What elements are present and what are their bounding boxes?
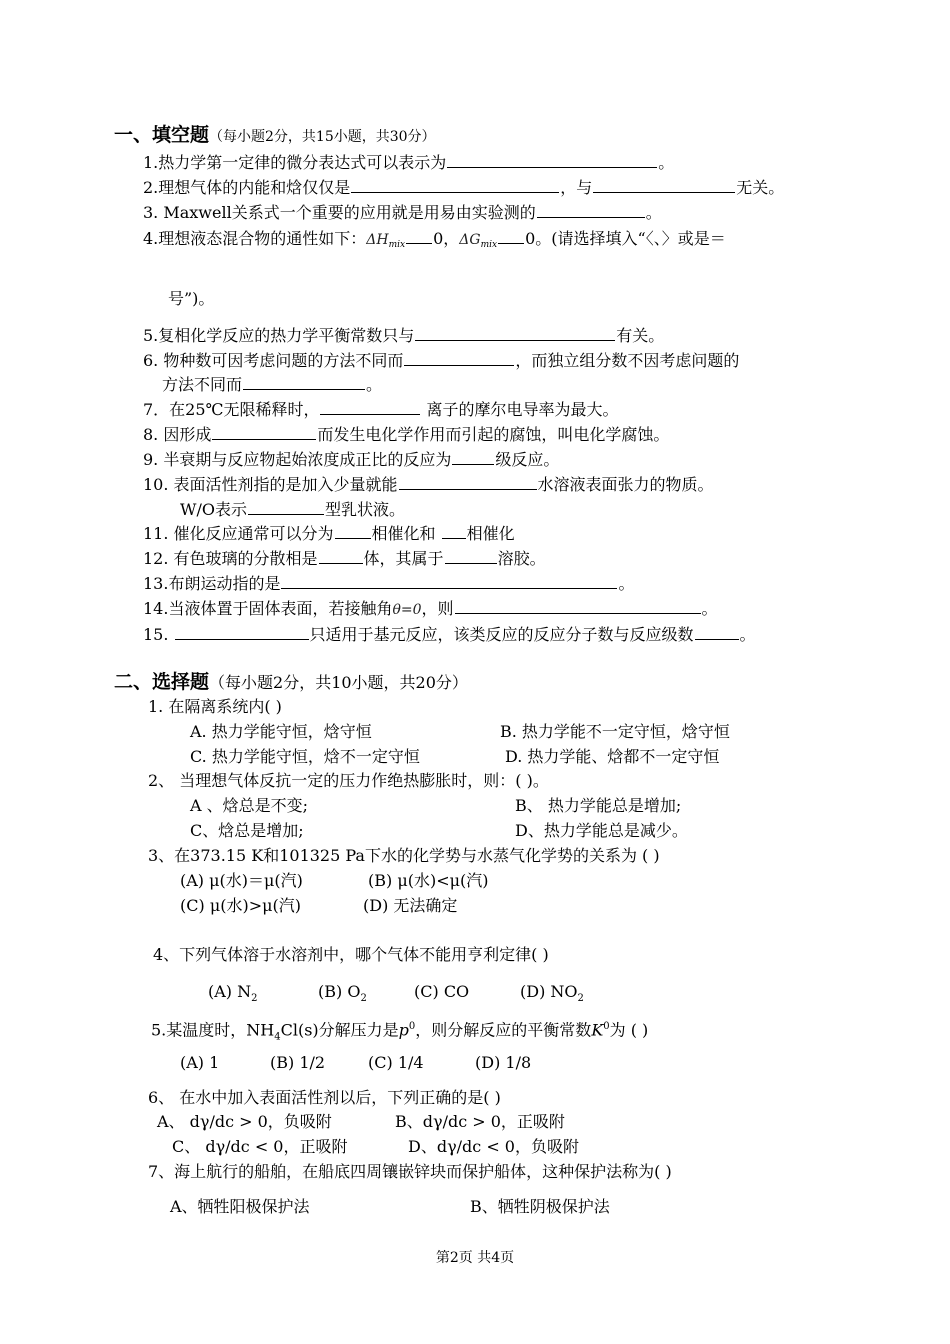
answer-blank[interactable] [593, 175, 735, 193]
option-d[interactable]: (D) 1/8 [475, 1053, 532, 1072]
option-a[interactable]: A、 dγ/dc > 0，负吸附 [157, 1112, 332, 1131]
section2-note: （每小题2分，共10小题，共20分） [209, 673, 468, 692]
question-2-4-stem: 4、下列气体溶于水溶剂中，哪个气体不能用亨利定律( ) [153, 945, 549, 964]
question-1-1: 1.热力学第一定律的微分表达式可以表示为 。 [143, 150, 674, 174]
answer-blank[interactable] [399, 472, 537, 490]
theta-symbol: θ=0 [392, 602, 422, 618]
question-1-9: 9. 半衰期与反应物起始浓度成正比的反应为 级反应。 [143, 447, 559, 471]
answer-blank[interactable] [281, 571, 617, 589]
option-b[interactable]: (B) $O_2$ [318, 982, 367, 1005]
answer-blank[interactable] [695, 622, 739, 640]
question-1-10-cont: W/O表示 型乳状液。 [180, 497, 405, 521]
option-a[interactable]: (A) $N_2$ [208, 982, 258, 1005]
option-b[interactable]: B、dγ/dc > 0，正吸附 [395, 1112, 565, 1131]
question-1-4-cont: 号”)。 [168, 289, 215, 308]
question-1-12: 12. 有色玻璃的分散相是 体，其属于 溶胶。 [143, 546, 546, 570]
answer-blank[interactable] [537, 200, 645, 218]
delta-g-symbol: ΔG [459, 232, 481, 248]
answer-blank[interactable] [452, 447, 494, 465]
question-1-15: 15. 只适用于基元反应，该类反应的反应分子数与反应级数 。 [143, 622, 756, 646]
question-1-6: 6. 物种数可因考虑问题的方法不同而 ，而独立组分数不因考虑问题的 [143, 348, 739, 372]
option-b[interactable]: (B) μ(水)<μ(汽) [368, 871, 489, 890]
question-1-6-cont: 方法不同而 。 [162, 372, 382, 396]
answer-blank[interactable] [335, 521, 371, 539]
question-1-14: 14.当液体置于固体表面，若接触角θ=0，则 。 [143, 596, 718, 621]
answer-blank[interactable] [447, 150, 657, 168]
question-1-13: 13.布朗运动指的是 。 [143, 571, 634, 595]
answer-blank[interactable] [415, 323, 615, 341]
option-a[interactable]: A、牺牲阳极保护法 [170, 1197, 310, 1216]
answer-blank[interactable] [243, 372, 365, 390]
question-2-7-stem: 7、海上航行的船舶，在船底四周镶嵌锌块而保护船体，这种保护法称为( ) [148, 1162, 672, 1181]
option-c[interactable]: (C) CO [414, 982, 470, 1001]
option-d[interactable]: D、dγ/dc < 0，负吸附 [408, 1137, 579, 1156]
answer-blank[interactable] [498, 226, 524, 244]
answer-blank[interactable] [404, 348, 514, 366]
option-a[interactable]: A 、焓总是不变; [190, 796, 309, 815]
answer-blank[interactable] [442, 521, 466, 539]
section1-heading [114, 124, 436, 148]
question-2-1-stem: 1. 在隔离系统内( ) [148, 697, 282, 716]
option-b[interactable]: B、 热力学能总是增加; [515, 796, 682, 815]
option-b[interactable]: B. 热力学能不一定守恒，焓守恒 [500, 722, 730, 741]
option-c[interactable]: C. 热力学能守恒，焓不一定守恒 [190, 747, 420, 766]
option-d[interactable]: D. 热力学能、焓都不一定守恒 [505, 747, 720, 766]
question-2-5-stem: 5.某温度时，$NH_4Cl(s)$分解压力是$p^0$，则分解反应的平衡常数$K^0$为 ( ) [151, 1020, 649, 1043]
question-2-2-stem: 2、 当理想气体反抗一定的压力作绝热膨胀时，则：( )。 [148, 771, 549, 790]
option-a[interactable]: (A) μ(水)＝μ(汽) [180, 871, 303, 890]
option-a[interactable]: A. 热力学能守恒，焓守恒 [190, 722, 372, 741]
question-2-6-stem: 6、 在水中加入表面活性剂以后，下列正确的是( ) [148, 1088, 501, 1107]
answer-blank[interactable] [445, 546, 497, 564]
option-d[interactable]: (D) 无法确定 [363, 896, 458, 915]
section2-heading [114, 671, 468, 694]
question-1-8: 8. 因形成 而发生电化学作用而引起的腐蚀，叫电化学腐蚀。 [143, 422, 669, 446]
page-footer: 第2页 共4页 [435, 1250, 515, 1266]
option-d[interactable]: (D) $NO_2$ [520, 982, 584, 1005]
answer-blank[interactable] [248, 497, 324, 515]
question-1-3: 3. Maxwell关系式一个重要的应用就是用易由实验测的 。 [143, 200, 662, 224]
delta-h-symbol: ΔH [366, 232, 389, 248]
answer-blank[interactable] [351, 175, 559, 193]
option-b[interactable]: (B) 1/2 [270, 1053, 326, 1072]
section1-title: 一、填空题 [114, 124, 210, 146]
question-1-7: 7．在25℃无限稀释时， 离子的摩尔电导率为最大。 [143, 397, 619, 421]
question-1-4: 4.理想液态混合物的通性如下：$\Delta H_{mix}$ 0，$\Delta G_{mix}$ 0。(请选择填入“〈、〉或是＝ [143, 226, 726, 256]
section2-title: 二、选择题 [114, 671, 210, 693]
answer-blank[interactable] [175, 622, 309, 640]
option-c[interactable]: C、焓总是增加; [190, 821, 304, 840]
question-1-5: 5.复相化学反应的热力学平衡常数只与 有关。 [143, 323, 664, 347]
option-d[interactable]: D、热力学能总是减少。 [515, 821, 688, 840]
question-1-2: 2.理想气体的内能和焓仅仅是 ，与 无关。 [143, 175, 784, 199]
question-2-3-stem: 3、在373.15 K和101325 Pa下水的化学势与水蒸气化学势的关系为 ( ) [148, 846, 660, 865]
answer-blank[interactable] [212, 422, 316, 440]
question-1-11: 11. 催化反应通常可以分为 相催化和 相催化 [143, 521, 515, 545]
section1-note: （每小题2分，共15小题，共30分） [209, 129, 436, 145]
option-b[interactable]: B、牺牲阴极保护法 [470, 1197, 610, 1216]
answer-blank[interactable] [319, 546, 363, 564]
option-c[interactable]: (C) 1/4 [368, 1053, 424, 1072]
answer-blank[interactable] [320, 397, 420, 415]
option-a[interactable]: (A) 1 [180, 1053, 220, 1072]
answer-blank[interactable] [455, 596, 701, 614]
option-c[interactable]: (C) μ(水)>μ(汽) [180, 896, 301, 915]
option-c[interactable]: C、 dγ/dc < 0，正吸附 [172, 1137, 348, 1156]
answer-blank[interactable] [406, 226, 432, 244]
question-1-10: 10. 表面活性剂指的是加入少量就能 水溶液表面张力的物质。 [143, 472, 714, 496]
